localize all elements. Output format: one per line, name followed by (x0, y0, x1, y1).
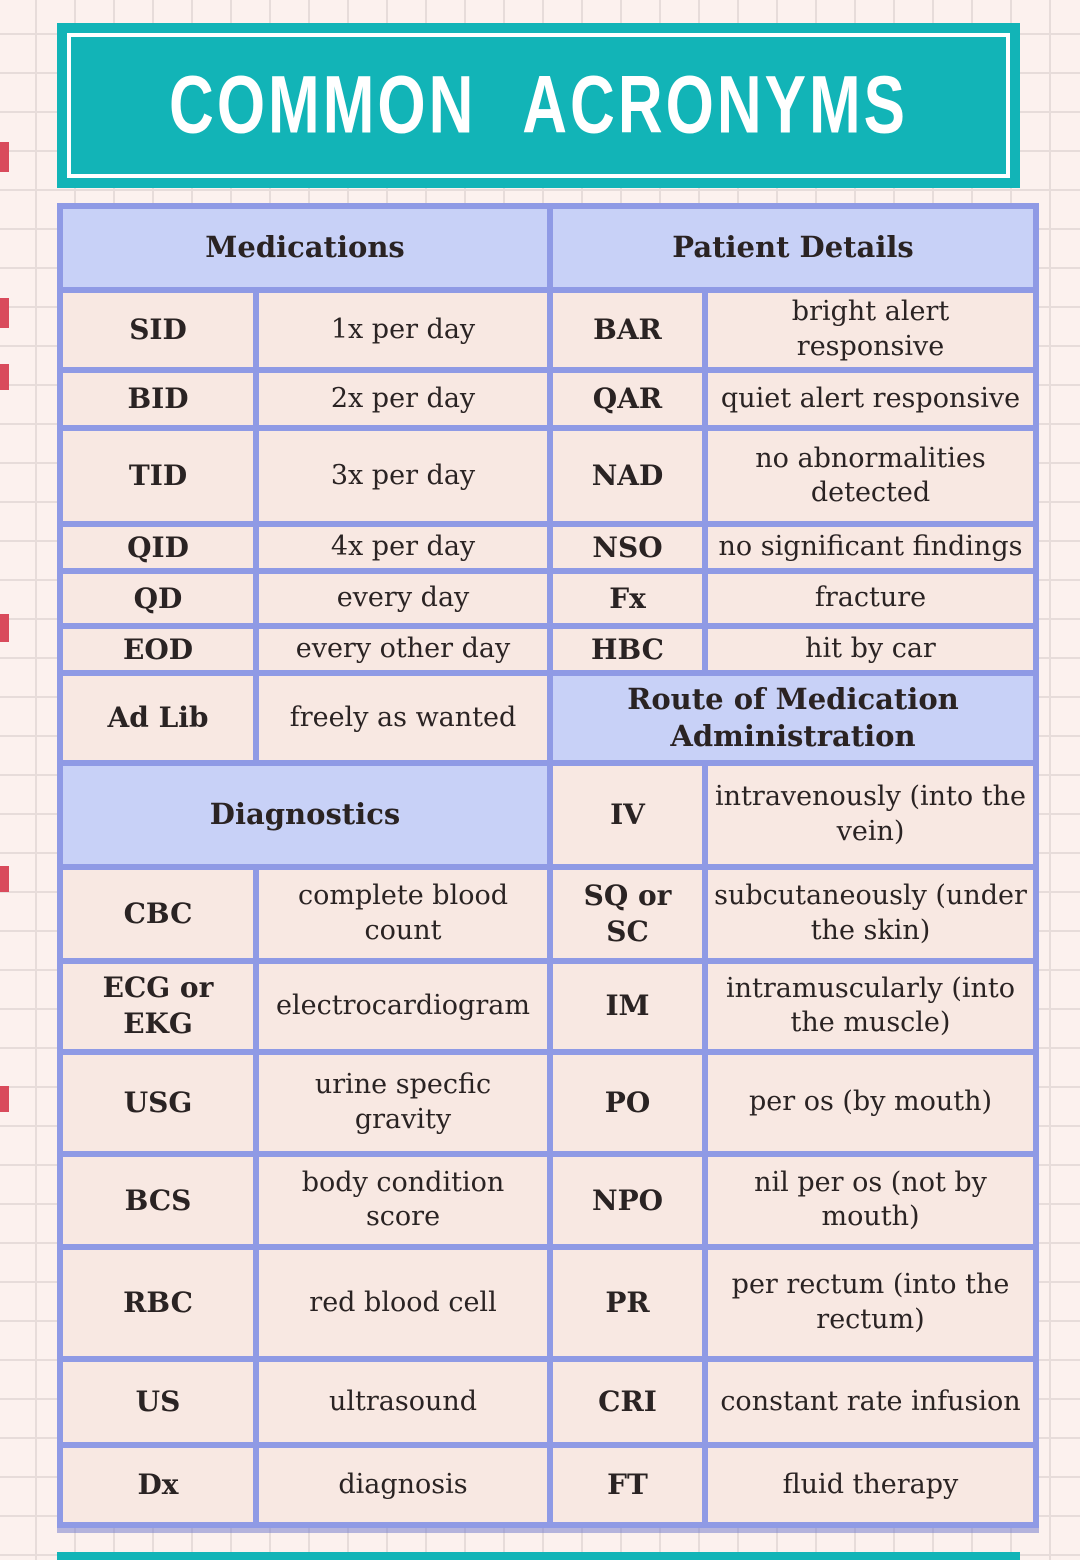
definition-cell: no abnormalities detected (708, 431, 1033, 521)
definition-cell: no significant findings (708, 527, 1033, 568)
section-header-route-label: Route of Medication Administration (627, 681, 959, 753)
definition-cell: intravenously (into the vein) (708, 766, 1033, 864)
definition-cell: per rectum (into the rectum) (708, 1250, 1033, 1355)
acronym-cell: TID (63, 431, 253, 521)
acronym-cell: CBC (63, 870, 253, 958)
acronym-cell: BCS (63, 1157, 253, 1245)
acronym-cell: Fx (553, 574, 702, 623)
definition-cell: 1x per day (259, 293, 547, 368)
definition-cell: bright alert responsive (708, 293, 1033, 368)
definition-cell: ultrasound (259, 1362, 547, 1443)
acronym-table (57, 203, 1039, 1528)
definition-cell: fracture (708, 574, 1033, 623)
definition-cell: body condition score (259, 1157, 547, 1245)
table-row (63, 1448, 1033, 1522)
acronym-cell: NPO (553, 1157, 702, 1245)
table-row (63, 870, 1033, 958)
acronym-cell: QD (63, 574, 253, 623)
bottom-banner-edge (57, 1552, 1020, 1560)
table-row (63, 574, 1033, 623)
table-row (63, 431, 1033, 521)
definition-cell: subcutaneously (under the skin) (708, 870, 1033, 958)
acronym-cell: IV (553, 766, 702, 864)
table-row (63, 373, 1033, 425)
definition-cell: every day (259, 574, 547, 623)
table-row (63, 1250, 1033, 1355)
definition-cell: 4x per day (259, 527, 547, 568)
definition-cell: 3x per day (259, 431, 547, 521)
red-edge-mark (0, 364, 9, 390)
acronym-cell: Ad Lib (63, 676, 253, 760)
section-header-medications: Medications (63, 209, 547, 287)
table-row (63, 676, 1033, 760)
table-row (63, 629, 1033, 670)
red-edge-mark (0, 866, 9, 892)
acronym-cell: NAD (553, 431, 702, 521)
acronym-cell: SQ or SC (553, 870, 702, 958)
table-row (63, 527, 1033, 568)
acronym-cell: IM (553, 964, 702, 1049)
definition-cell: fluid therapy (708, 1448, 1033, 1522)
table-row (63, 1157, 1033, 1245)
definition-cell: quiet alert responsive (708, 373, 1033, 425)
definition-cell: constant rate infusion (708, 1362, 1033, 1443)
definition-cell: every other day (259, 629, 547, 670)
definition-cell: diagnosis (259, 1448, 547, 1522)
acronym-cell: QID (63, 527, 253, 568)
definition-cell: per os (by mouth) (708, 1055, 1033, 1151)
definition-cell: urine specfic gravity (259, 1055, 547, 1151)
section-header-route (553, 676, 1033, 760)
acronym-cell: EOD (63, 629, 253, 670)
acronym-cell: Dx (63, 1448, 253, 1522)
definition-cell: freely as wanted (259, 676, 547, 760)
red-edge-mark (0, 142, 9, 172)
acronym-cell: BID (63, 373, 253, 425)
definition-cell: electrocardiogram (259, 964, 547, 1049)
acronym-cell: SID (63, 293, 253, 368)
table-row (63, 1055, 1033, 1151)
section-header-patient-details: Patient Details (553, 209, 1033, 287)
table-row (63, 1362, 1033, 1443)
section-header-diagnostics: Diagnostics (63, 766, 547, 864)
definition-cell (259, 870, 547, 958)
table-row (63, 293, 1033, 368)
table-row (63, 964, 1033, 1049)
red-edge-mark (0, 614, 9, 642)
section-header-row (63, 209, 1033, 287)
page-title: COMMON ACRONYMS (169, 59, 908, 152)
acronym-cell: NSO (553, 527, 702, 568)
acronym-cell: CRI (553, 1362, 702, 1443)
acronym-cell: PO (553, 1055, 702, 1151)
definition-text: complete blood count (298, 880, 509, 946)
definition-cell: 2x per day (259, 373, 547, 425)
red-edge-mark (0, 1086, 9, 1112)
definition-cell: hit by car (708, 629, 1033, 670)
title-banner (57, 23, 1020, 188)
table-row (63, 766, 1033, 864)
title-banner-frame (67, 33, 1010, 178)
acronym-cell: ECG or EKG (63, 964, 253, 1049)
acronym-cell: FT (553, 1448, 702, 1522)
acronym-cell: QAR (553, 373, 702, 425)
definition-cell: intramuscularly (into the muscle) (708, 964, 1033, 1049)
acronym-cell: PR (553, 1250, 702, 1355)
red-edge-mark (0, 298, 9, 328)
acronym-cell: BAR (553, 293, 702, 368)
acronym-cell: USG (63, 1055, 253, 1151)
acronym-cell: RBC (63, 1250, 253, 1355)
definition-cell: nil per os (not by mouth) (708, 1157, 1033, 1245)
definition-cell: red blood cell (259, 1250, 547, 1355)
acronym-cell: HBC (553, 629, 702, 670)
acronym-cell: US (63, 1362, 253, 1443)
